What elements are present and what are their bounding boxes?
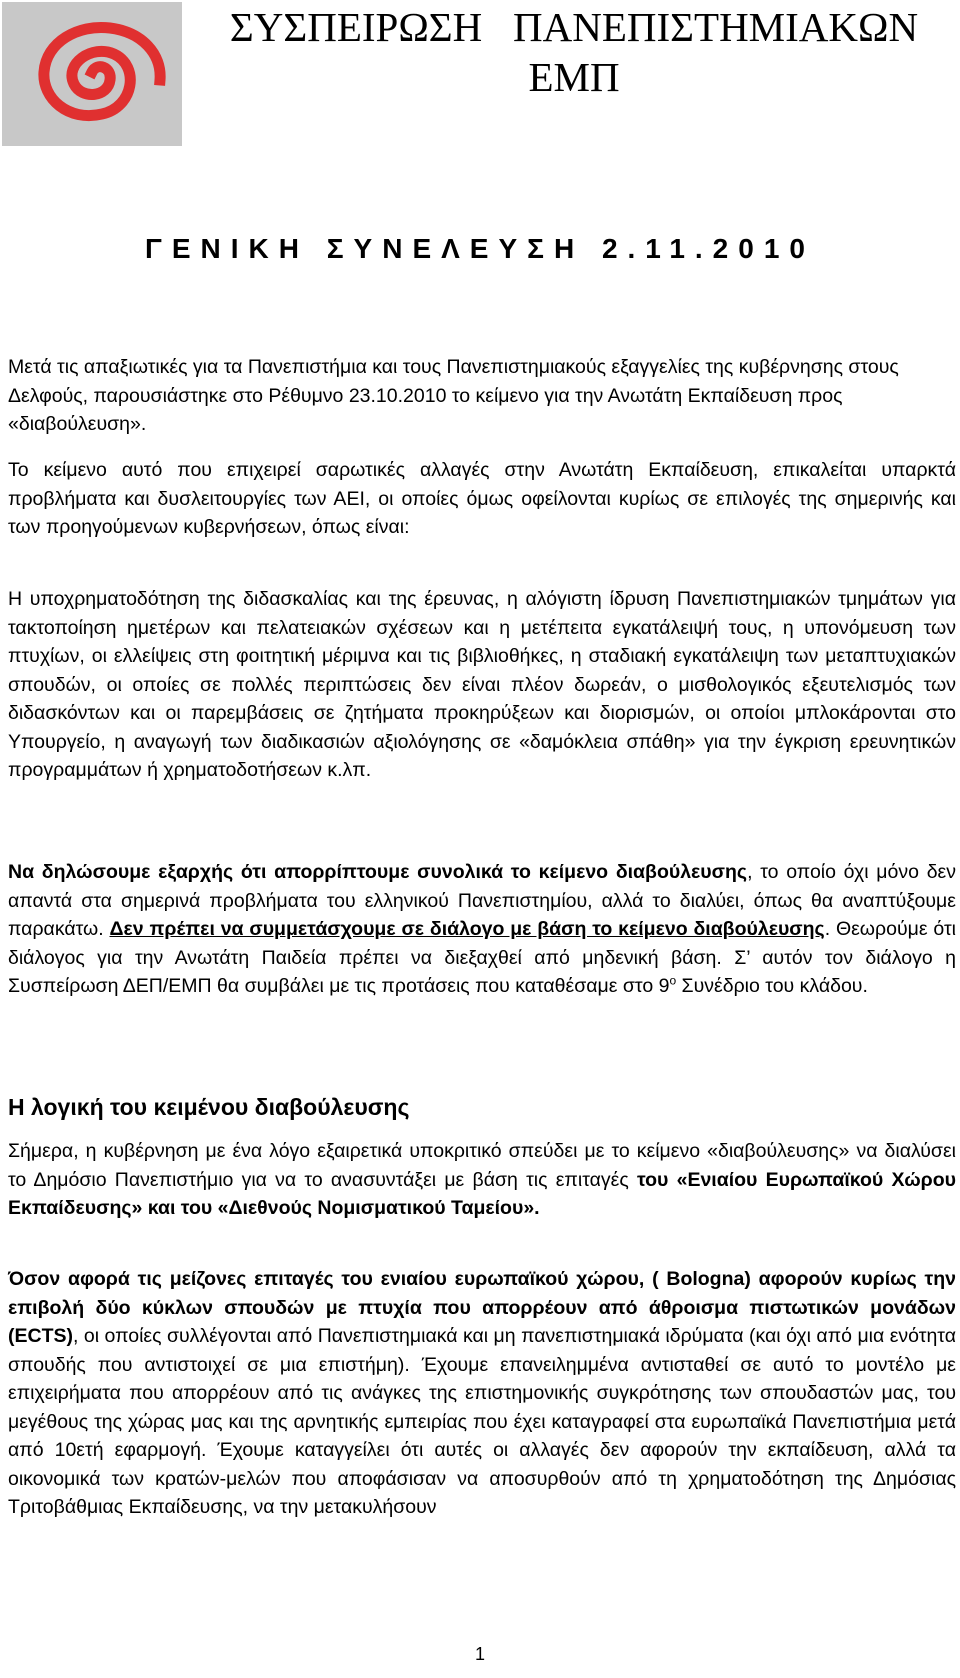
logic-bold-text: του «Ενιαίου Ευρωπαϊκού Χώρου Εκπαίδευσης» και του «Διεθνούς Νομισματικού Ταμείου».: [8, 1168, 957, 1219]
position-text-1: , το οποίο όχι μόνο δεν απαντά στα σημερινά προβλήματα του ελληνικού Πανεπιστημίου, αλλά το διαλύει, όπως θα αναπτύξουμε παρακάτω.: [8, 861, 956, 940]
org-title-line2: ΕΜΠ: [528, 54, 620, 100]
bologna-paragraph: [8, 1265, 956, 1522]
page-number: 1: [474, 1644, 485, 1664]
org-title-line1: ΣΥΣΠΕΙΡΩΣΗ ΠΑΝΕΠΙΣΤΗΜΙΑΚΩΝ: [229, 4, 919, 50]
no-dialogue-statement: Δεν πρέπει να συμμετάσχουμε σε διάλογο με βάση το κείμενο διαβούλευσης: [109, 918, 825, 940]
bologna-text: , οι οποίες συλλέγονται από Πανεπιστημιακά και μη πανεπιστημιακά ιδρύματα (και όχι από μια ενότητα σπουδής που αντιστοιχεί σε μια επιστήμη). Έχουμε επανειλημμένα αντισταθεί σε αυτό το μοντέλο με επιχειρήματα που απορρέουν από τις ανάγκες της επιστημονικής συγκρότησης των σπουδαστών μας, του μεγέθους της χώρας μας και της αρνητικής εμπειρίας που έχει καταγραφεί στα ευρωπαϊκά Πανεπιστήμια μετά από 10ετή εφαρμογή. Έχουμε καταγγείλει ότι αυτές οι αλλαγές δεν αφορούν την εκπαίδευση, αλλά τα οικονομικά των κρατών-μελών που αποφάσισαν να αποσυρθούν από τη χρηματοδότηση της Δημόσιας Τριτοβάθμιας Εκπαίδευσης, να την μετακυλήσουν: [8, 1325, 956, 1518]
section-heading: Η λογική του κειμένου διαβούλευσης: [8, 1094, 410, 1120]
rejection-statement: Να δηλώσουμε εξαρχής ότι απορρίπτουμε συνολικά το κείμενο διαβούλευσης: [8, 861, 748, 883]
logic-text: Σήμερα, η κυβέρνηση με ένα λόγο εξαιρετικά υποκριτικό σπεύδει με το κείμενο «διαβούλευσης» να διαλύσει το Δημόσιο Πανεπιστήμιο για να το ανασυντάξει με βάση τις επιταγές: [8, 1140, 956, 1191]
position-text-2: . Θεωρούμε ότι διάλογος για την Ανωτάτη Παιδεία πρέπει να διεξαχθεί από μηδενική βάση. Σ’ αυτόν τον διάλογο η Συσπείρωση ΔΕΠ/ΕΜΠ θα συμβάλει με τις προτάσεις που καταθέσαμε στο 9: [8, 918, 956, 997]
intro-paragraph: Μετά τις απαξιωτικές για τα Πανεπιστήμια και τους Πανεπιστημιακούς εξαγγελίες της κυβέρνησης στους Δελφούς, παρουσιάστηκε στο Ρέθυμνο 23.10.2010 το κείμενο για την Ανωτάτη Εκπαίδευση προς «διαβούλευση».: [8, 356, 899, 435]
position-text-3: Συνέδριο του κλάδου.: [676, 975, 868, 997]
logic-paragraph: [8, 1137, 956, 1223]
ordinal-superscript: ο: [669, 973, 677, 988]
organization-title: [190, 2, 958, 102]
problems-paragraph: Το κείμενο αυτό που επιχειρεί σαρωτικές αλλαγές στην Ανωτάτη Εκπαίδευση, επικαλείται υπαρκτά προβλήματα και δυσλειτουργίες των ΑΕΙ, οι οποίες όμως οφείλονται κυρίως σε επιλογές της σημερινής και των προηγούμενων κυβερνήσεων, όπως είναι:: [8, 459, 956, 538]
position-paragraph: [8, 858, 956, 1001]
spiral-logo-icon: [2, 2, 182, 146]
bologna-bold-text: Όσον αφορά τις μείζονες επιταγές του ενιαίου ευρωπαϊκού χώρου, ( Bologna) αφορούν κυρίως την επιβολή δύο κύκλων σπουδών με πτυχία που απορρέουν από άθροισμα πιστωτικών μονάδων (ECTS): [8, 1268, 956, 1347]
meeting-title: ΓΕΝΙΚΗ ΣΥΝΕΛΕΥΣΗ 2.11.2010: [145, 233, 815, 264]
problems-list-paragraph: Η υποχρηματοδότηση της διδασκαλίας και της έρευνας, η αλόγιστη ίδρυση Πανεπιστημιακών τμημάτων για τακτοποίηση ημετέρων και πελατειακών σχέσεων και η μετέπειτα εγκατάλειψή τους, η υπονόμευση των πτυχίων, οι ελλείψεις στη φοιτητική μέριμνα και τις βιβλιοθήκες, η σταδιακή εγκατάλειψη των μεταπτυχιακών σπουδών, οι οποίες σε πολλές περιπτώσεις δεν είναι πλέον δωρεάν, ο μισθολογικός εξευτελισμός των διδασκόντων και οι παρεμβάσεις σε ζητήματα προκηρύξεων και διορισμών, οι οποίοι μπλοκάρονται στο Υπουργείο, η αναγωγή των διαδικασιών αξιολόγησης σε «δαμόκλεια σπάθη» για την έγκριση ερευνητικών προγραμμάτων ή χρηματοδοτήσεων κ.λπ.: [8, 588, 956, 781]
